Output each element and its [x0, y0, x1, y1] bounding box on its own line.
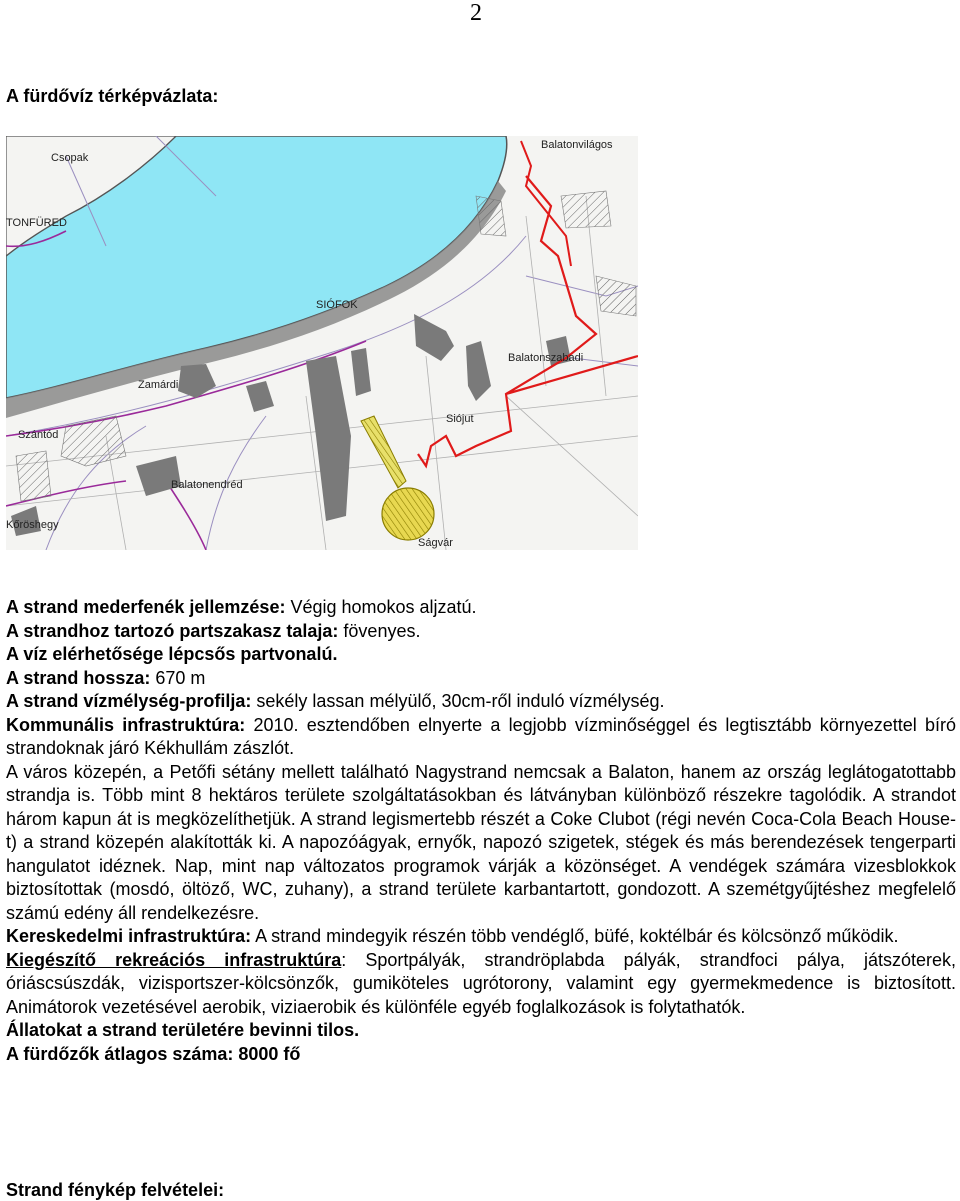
beach-description — [6, 596, 956, 1066]
page-number: 2 — [470, 0, 482, 26]
line-length: A strand hossza: 670 m — [6, 667, 206, 688]
map-label-balatonszabadi: Balatonszabadi — [508, 352, 584, 364]
map-label-balatonvilagos: Balatonvilágos — [541, 139, 613, 151]
line-recreation: Kiegészítő rekreációs infrastruktúra: Sportpályák, strandröplabda pályák, strandfoci pálya, játszóterek, óriáscsúszdák, vizisportszer-kölcsönzők, gumiköteles ugrótorony, valamint egy gyermekmedence is biztosított. Animátorok vezetésével aerobik, viziaerobik és különféle egyéb foglalkozások is folytathatók. — [6, 949, 956, 1017]
paragraph-main: A város közepén, a Petőfi sétány mellett található Nagystrand nemcsak a Balaton, hanem az ország leglátogatottabb strandja is. Több mint 8 hektáros területe szolgáltatásokban és látványban különböző részekre tagolódik. A strandot három kapun át is megközelíthetjük. A strand legismertebb részét a Coke Clubot (régi nevén Coca-Cola Beach House-t) a strand közepén alakították ki. A napozóágyak, ernyők, napozó szigetek, stégek és más berendezések tengerparti hangulatot idéznek. Nap, mint nap változatos programok várják a közönséget. A vendégek számára vizesblokkok biztosítottak (mosdó, öltöző, WC, zuhany), a strand területe karbantartott, gondozott. A szemétgyűjtéshez megfelelő számú edény áll rendelkezésre. — [6, 761, 956, 923]
line-average-bathers: A fürdőzők átlagos száma: 8000 fő — [6, 1043, 301, 1064]
line-depth-profile: A strand vízmélység-profilja: sekély lassan mélyülő, 30cm-ről induló vízmélység. — [6, 691, 665, 711]
map-label-szantod: Szántód — [18, 429, 59, 441]
line-seabed: A strand mederfenék jellemzése: Végig homokos aljzatú. — [6, 597, 477, 617]
beach-map — [6, 136, 638, 550]
map-label-balatonendred: Balatonendréd — [171, 479, 243, 491]
map-label-siojut: Siójut — [446, 413, 474, 425]
map-label-csopak: Csopak — [51, 152, 89, 164]
map-label-fured: TONFÜRED — [6, 217, 67, 229]
line-commercial: Kereskedelmi infrastruktúra: A strand mindegyik részén több vendéglő, büfé, koktélbár és kölcsönző működik. — [6, 926, 899, 946]
line-access: A víz elérhetősége lépcsős partvonalú. — [6, 644, 338, 664]
map-label-siofok: SIÓFOK — [316, 299, 358, 311]
map-heading: A fürdővíz térképvázlata: — [6, 86, 219, 106]
map-label-korosheg: Kőröshegy — [6, 519, 59, 531]
map-label-sagvar: Ságvár — [418, 537, 453, 549]
line-communal-infrastructure: Kommunális infrastruktúra: 2010. esztendőben elnyerte a legjobb vízminőséggel és legtisztább környezettel bíró strandoknak járó Kékhullám zászlót. — [6, 714, 956, 758]
photos-heading: Strand fénykép felvételei: — [6, 1180, 225, 1200]
line-animals: Állatokat a strand területére bevinni tilos. — [6, 1020, 360, 1040]
map-label-zamardi: Zamárdi — [138, 379, 179, 391]
line-soil: A strandhoz tartozó partszakasz talaja: fövenyes. — [6, 620, 421, 641]
